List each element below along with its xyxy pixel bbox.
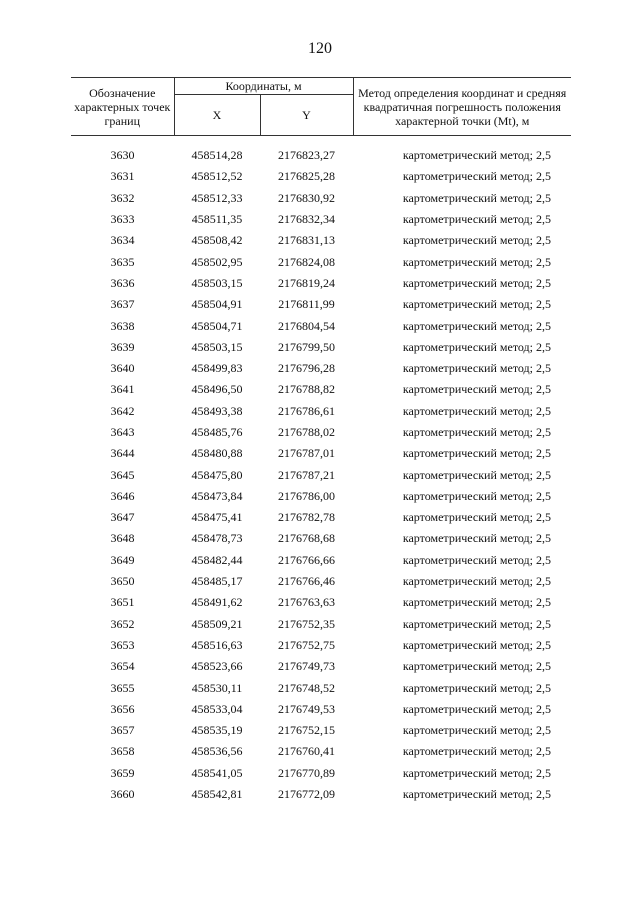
x-coordinate-cell: 458508,42 — [191, 233, 243, 248]
y-coordinate-cell: 2176782,78 — [278, 510, 335, 525]
method-cell: картометрический метод; 2,5 — [402, 148, 551, 163]
point-id-cell: 3650 — [110, 574, 135, 589]
point-id-cell: 3657 — [110, 723, 135, 738]
y-coordinate-cell: 2176799,50 — [278, 339, 335, 354]
method-cell: картометрический метод; 2,5 — [402, 318, 551, 333]
x-coordinate-cell: 458530,11 — [191, 680, 243, 695]
method-cell: картометрический метод; 2,5 — [402, 361, 551, 376]
table-row — [71, 486, 571, 507]
y-coordinate-cell: 2176752,15 — [278, 723, 335, 738]
table-row — [71, 166, 571, 187]
table-row — [71, 358, 571, 379]
table-row — [71, 528, 571, 549]
table-row — [71, 443, 571, 464]
point-id-cell: 3633 — [110, 212, 135, 227]
y-coordinate-cell: 2176787,21 — [278, 467, 335, 482]
y-coordinate-cell: 2176752,75 — [278, 637, 335, 652]
point-id-cell: 3642 — [110, 403, 135, 418]
y-coordinate-cell: 2176786,00 — [278, 488, 335, 503]
table-row — [71, 592, 571, 613]
method-cell: картометрический метод; 2,5 — [402, 659, 551, 674]
point-id-cell: 3645 — [110, 467, 135, 482]
method-cell: картометрический метод; 2,5 — [402, 169, 551, 184]
table-row — [71, 677, 571, 698]
point-id-cell: 3656 — [110, 701, 135, 716]
point-id-cell: 3660 — [110, 787, 135, 802]
x-coordinate-cell: 458541,05 — [191, 765, 243, 780]
method-cell: картометрический метод; 2,5 — [402, 637, 551, 652]
point-id-cell: 3634 — [110, 233, 135, 248]
point-id-cell: 3637 — [110, 297, 135, 312]
table-row — [71, 550, 571, 571]
x-coordinate-cell: 458475,80 — [191, 467, 243, 482]
y-coordinate-cell: 2176766,46 — [278, 574, 335, 589]
table-row — [71, 741, 571, 762]
method-cell: картометрический метод; 2,5 — [402, 403, 551, 418]
x-coordinate-cell: 458482,44 — [191, 552, 243, 567]
method-cell: картометрический метод; 2,5 — [402, 425, 551, 439]
x-coordinate-cell: 458512,33 — [191, 190, 243, 205]
method-cell: картометрический метод; 2,5 — [402, 744, 551, 759]
table-row — [71, 422, 571, 443]
y-coordinate-cell: 2176768,68 — [278, 531, 335, 546]
x-coordinate-cell: 458503,15 — [191, 275, 243, 290]
x-coordinate-cell: 458496,50 — [191, 382, 243, 397]
table-row — [71, 145, 571, 166]
x-coordinate-cell: 458478,73 — [191, 531, 243, 546]
x-coordinate-cell: 458509,21 — [191, 616, 243, 631]
y-coordinate-cell: 2176770,89 — [278, 765, 335, 780]
y-coordinate-cell: 2176766,66 — [278, 552, 335, 567]
point-id-cell: 3653 — [110, 637, 135, 652]
x-coordinate-cell: 458475,41 — [191, 510, 243, 525]
y-coordinate-cell: 2176804,54 — [278, 318, 335, 333]
x-coordinate-cell: 458516,63 — [191, 637, 243, 652]
y-coordinate-cell: 2176752,35 — [278, 616, 335, 631]
table-row — [71, 699, 571, 720]
x-coordinate-cell: 458480,88 — [191, 446, 243, 461]
point-id-cell: 3632 — [110, 190, 135, 205]
table-row — [71, 337, 571, 358]
method-cell: картометрический метод; 2,5 — [402, 574, 551, 589]
y-coordinate-cell: 2176772,09 — [278, 787, 335, 802]
method-cell: картометрический метод; 2,5 — [402, 254, 551, 269]
point-id-cell: 3647 — [110, 510, 135, 525]
method-cell: картометрический метод; 2,5 — [402, 552, 551, 567]
method-cell: картометрический метод; 2,5 — [402, 723, 551, 738]
table-row — [71, 379, 571, 400]
method-cell: картометрический метод; 2,5 — [402, 339, 551, 354]
x-coordinate-cell: 458523,66 — [191, 659, 243, 674]
x-coordinate-cell: 458485,17 — [191, 574, 243, 589]
method-cell: картометрический метод; 2,5 — [402, 488, 551, 503]
point-id-cell: 3635 — [110, 254, 135, 269]
method-cell: картометрический метод; 2,5 — [402, 765, 551, 780]
header-coordinates-group: Координаты, м — [174, 78, 353, 95]
method-cell: картометрический метод; 2,5 — [402, 680, 551, 695]
y-coordinate-cell: 2176787,01 — [278, 446, 335, 461]
point-id-cell: 3639 — [110, 339, 135, 354]
point-id-cell: 3646 — [110, 488, 135, 503]
point-id-cell: 3651 — [110, 595, 135, 610]
table-row — [71, 273, 571, 294]
method-cell: картометрический метод; 2,5 — [402, 616, 551, 631]
x-coordinate-cell: 458473,84 — [191, 488, 243, 503]
table-row — [71, 635, 571, 656]
y-coordinate-cell: 2176749,53 — [278, 701, 335, 716]
y-coordinate-cell: 2176763,63 — [278, 595, 335, 610]
y-coordinate-cell: 2176760,41 — [278, 744, 335, 759]
point-id-cell: 3638 — [110, 318, 135, 333]
y-coordinate-cell: 2176788,02 — [278, 425, 335, 439]
method-cell: картометрический метод; 2,5 — [402, 446, 551, 461]
x-coordinate-cell: 458512,52 — [191, 169, 243, 184]
method-cell: картометрический метод; 2,5 — [402, 212, 551, 227]
method-cell: картометрический метод; 2,5 — [402, 701, 551, 716]
point-id-cell: 3652 — [110, 616, 135, 631]
x-coordinate-cell: 458499,83 — [191, 361, 243, 376]
table-row — [71, 251, 571, 272]
x-coordinate-cell: 458493,38 — [191, 403, 243, 418]
table-row — [71, 315, 571, 336]
x-coordinate-cell: 458533,04 — [191, 701, 243, 716]
table-row — [71, 784, 571, 805]
point-id-cell: 3640 — [110, 361, 135, 376]
x-coordinate-cell: 458514,28 — [191, 148, 243, 163]
x-coordinate-cell: 458535,19 — [191, 723, 243, 738]
y-coordinate-cell: 2176749,73 — [278, 659, 335, 674]
header-point-designation: Обозначение характерных точек границ — [71, 78, 174, 136]
table-row — [71, 230, 571, 251]
x-coordinate-cell: 458485,76 — [191, 425, 243, 439]
method-cell: картометрический метод; 2,5 — [402, 233, 551, 248]
method-cell: картометрический метод; 2,5 — [402, 787, 551, 802]
method-cell: картометрический метод; 2,5 — [402, 275, 551, 290]
x-coordinate-cell: 458536,56 — [191, 744, 243, 759]
x-coordinate-cell: 458504,71 — [191, 318, 243, 333]
y-coordinate-cell: 2176788,82 — [278, 382, 335, 397]
point-id-cell: 3641 — [110, 382, 135, 397]
table-row — [71, 209, 571, 230]
y-coordinate-cell: 2176825,28 — [278, 169, 335, 184]
y-coordinate-cell: 2176796,28 — [278, 361, 335, 376]
y-coordinate-cell: 2176824,08 — [278, 254, 335, 269]
method-cell: картометрический метод; 2,5 — [402, 595, 551, 610]
table-row — [71, 763, 571, 784]
x-coordinate-cell: 458504,91 — [191, 297, 243, 312]
header-method: Метод определения координат и средняя квадратичная погрешность положения характерной точки (Mt), м — [353, 78, 571, 136]
y-coordinate-cell: 2176830,92 — [278, 190, 335, 205]
table-row — [71, 188, 571, 209]
point-id-cell: 3658 — [110, 744, 135, 759]
y-coordinate-cell: 2176832,34 — [278, 212, 335, 227]
header-x: X — [174, 95, 260, 136]
y-coordinate-cell: 2176811,99 — [278, 297, 335, 312]
y-coordinate-cell: 2176819,24 — [278, 275, 335, 290]
method-cell: картометрический метод; 2,5 — [402, 382, 551, 397]
y-coordinate-cell: 2176831,13 — [278, 233, 335, 248]
method-cell: картометрический метод; 2,5 — [402, 510, 551, 525]
y-coordinate-cell: 2176748,52 — [278, 680, 335, 695]
table-header — [71, 78, 571, 136]
point-id-cell: 3654 — [110, 659, 135, 674]
point-id-cell: 3644 — [110, 446, 135, 461]
point-id-cell: 3649 — [110, 552, 135, 567]
table-row — [71, 507, 571, 528]
header-y: Y — [260, 95, 353, 136]
point-id-cell: 3631 — [110, 169, 135, 184]
point-id-cell: 3659 — [110, 765, 135, 780]
point-id-cell: 3630 — [110, 148, 135, 163]
table-row — [71, 401, 571, 422]
x-coordinate-cell: 458511,35 — [191, 212, 243, 227]
y-coordinate-cell: 2176786,61 — [278, 403, 335, 418]
page-number: 120 — [308, 40, 332, 57]
table-row — [71, 571, 571, 592]
point-id-cell: 3648 — [110, 531, 135, 546]
table-row — [71, 656, 571, 677]
table-row — [71, 720, 571, 741]
x-coordinate-cell: 458542,81 — [191, 787, 243, 802]
method-cell: картометрический метод; 2,5 — [402, 297, 551, 312]
point-id-cell: 3655 — [110, 680, 135, 695]
point-id-cell: 3636 — [110, 275, 135, 290]
y-coordinate-cell: 2176823,27 — [278, 148, 335, 163]
method-cell: картометрический метод; 2,5 — [402, 467, 551, 482]
x-coordinate-cell: 458491,62 — [191, 595, 243, 610]
table-row — [71, 464, 571, 485]
table-body — [71, 136, 571, 806]
x-coordinate-cell: 458502,95 — [191, 254, 243, 269]
table-row — [71, 614, 571, 635]
point-id-cell: 3643 — [110, 425, 135, 439]
table-row — [71, 294, 571, 315]
method-cell: картометрический метод; 2,5 — [402, 190, 551, 205]
method-cell: картометрический метод; 2,5 — [402, 531, 551, 546]
x-coordinate-cell: 458503,15 — [191, 339, 243, 354]
coordinates-table — [71, 77, 571, 805]
